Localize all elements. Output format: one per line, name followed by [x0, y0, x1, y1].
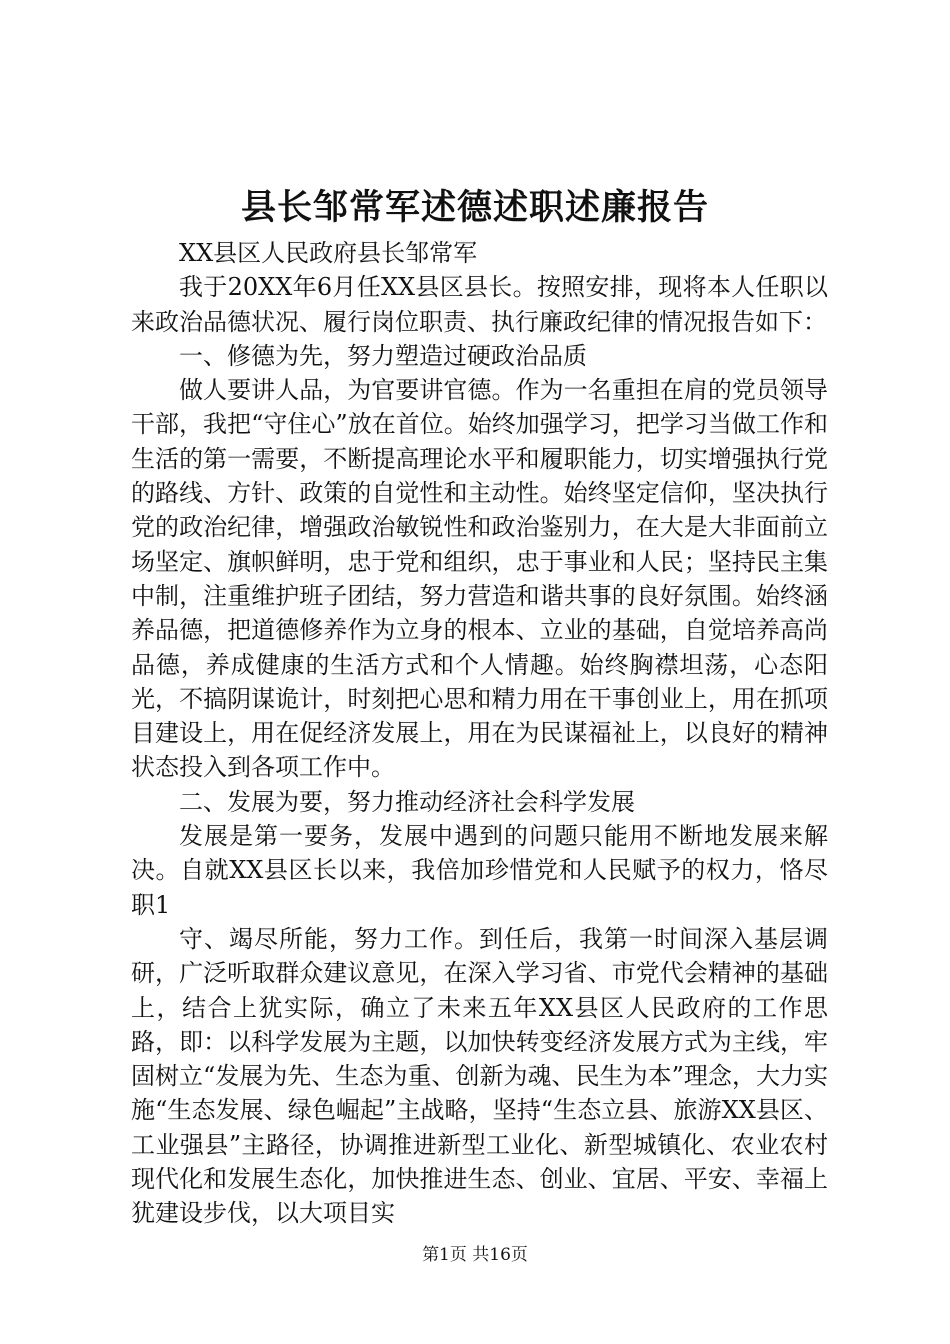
section-2-paragraph: 发展是第一要务，发展中遇到的问题只能用不断地发展来解决。自就XX县区长以来，我倍加珍惜党和人民赋予的权力，恪尽职1 [131, 822, 828, 919]
page-footer [0, 1243, 950, 1267]
page-number: 第1页 [422, 1245, 467, 1265]
author-line: XX县区人民政府县长邹常军 [179, 239, 478, 267]
section-2-continuation: 守、竭尽所能，努力工作。到任后，我第一时间深入基层调研，广泛听取群众建议意见，在深入学习省、市党代会精神的基础上，结合上犹实际，确立了未来五年XX县区人民政府的工作思路，即：以科学发展为主题，以加快转变经济发展方式为主线，牢固树立“发展为先、生态为重、创新为魂、民生为本”理念，大力实施“生态发展、绿色崛起”主战略，坚持“生态立县、旅游XX县区、工业强县”主路径，协调推进新型工业化、新型城镇化、农业农村现代化和发展生态化，加快推进生态、创业、宜居、平安、幸福上犹建设步伐，以大项目实 [131, 924, 828, 1228]
section-heading-1: 一、修德为先，努力塑造过硬政治品质 [179, 341, 587, 370]
document-body [131, 236, 828, 1231]
section-heading-2: 二、发展为要，努力推动经济社会科学发展 [179, 787, 635, 816]
intro-paragraph: 我于20XX年6月任XX县区县长。按照安排，现将本人任职以来政治品德状况、履行岗位职责、执行廉政纪律的情况报告如下： [131, 273, 828, 336]
section-1-paragraph: 做人要讲人品，为官要讲官德。作为一名重担在肩的党员领导干部，我把“守住心”放在首位。始终加强学习，把学习当做工作和生活的第一需要，不断提高理论水平和履职能力，切实增强执行党的路线、方针、政策的自觉性和主动性。始终坚定信仰，坚决执行党的政治纪律，增强政治敏锐性和政治鉴别力，在大是大非面前立场坚定、旗帜鲜明，忠于党和组织，忠于事业和人民；坚持民主集中制，注重维护班子团结，努力营造和谐共事的良好氛围。始终涵养品德，把道德修养作为立身的根本、立业的基础，自觉培养高尚品德，养成健康的生活方式和个人情趣。始终胸襟坦荡，心态阳光，不搞阴谋诡计，时刻把心思和精力用在干事创业上，用在抓项目建设上，用在促经济发展上，用在为民谋福祉上，以良好的精神状态投入到各项工作中。 [131, 376, 828, 782]
page-total: 共16页 [472, 1245, 528, 1265]
document-title: 县长邹常军述德述职述廉报告 [240, 187, 709, 228]
